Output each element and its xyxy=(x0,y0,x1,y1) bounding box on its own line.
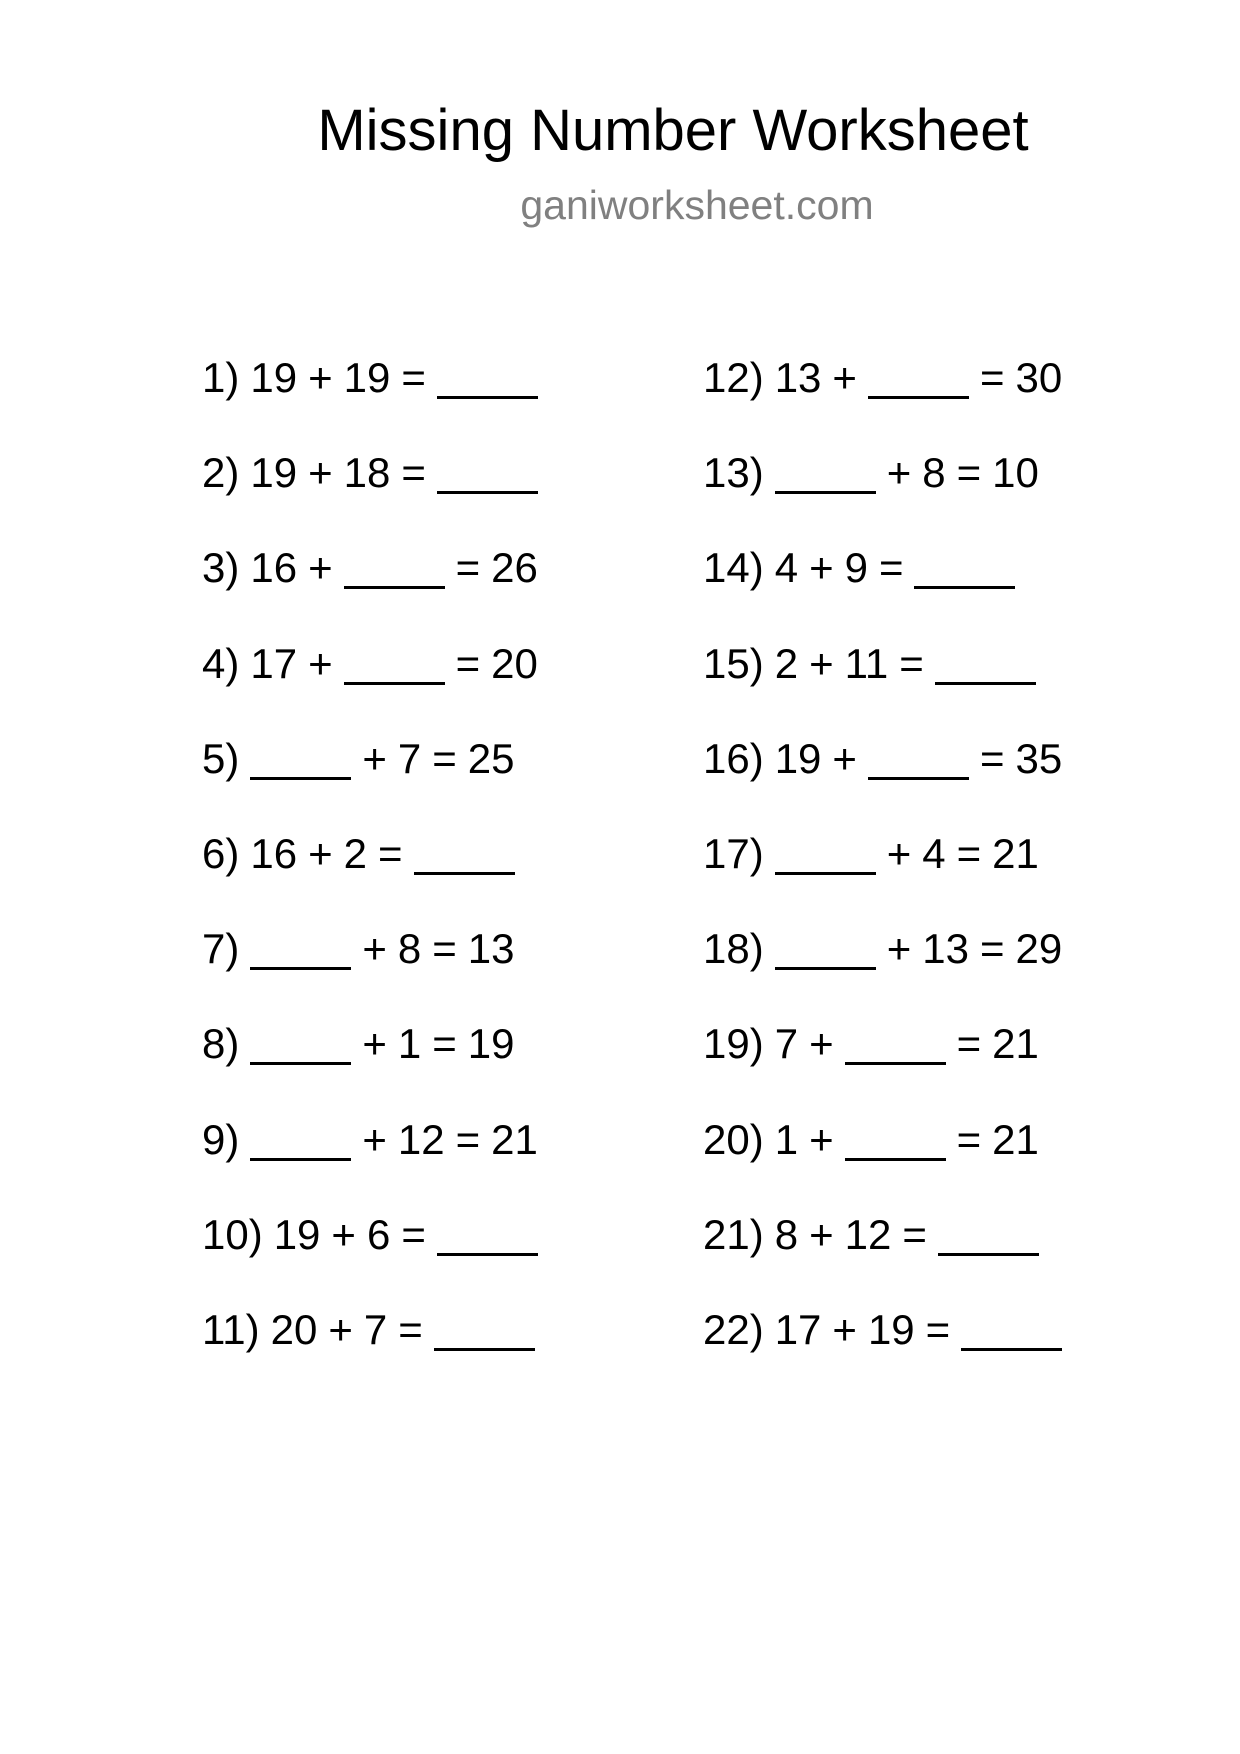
plus-sign: + xyxy=(809,1115,834,1163)
addend-1: 17 xyxy=(774,1305,822,1353)
problem-number: 17) xyxy=(703,829,764,877)
answer-blank[interactable] xyxy=(868,731,969,780)
sum: 30 xyxy=(1015,354,1063,401)
equals-sign: = xyxy=(432,734,457,782)
problem-number: 4) xyxy=(202,639,240,687)
addend-2: 7 xyxy=(397,734,422,782)
plus-sign: + xyxy=(308,354,333,401)
equals-sign: = xyxy=(455,1115,481,1163)
answer-blank[interactable] xyxy=(437,1207,538,1256)
problem-item xyxy=(703,1112,1073,1207)
addend-1: 19 xyxy=(774,734,822,782)
answer-blank[interactable] xyxy=(414,826,515,875)
addend-2: 7 xyxy=(363,1305,388,1353)
plus-sign: + xyxy=(331,1210,356,1258)
problem-item xyxy=(202,1112,549,1207)
plus-sign: + xyxy=(886,829,912,877)
plus-sign: + xyxy=(362,925,387,973)
problem-number: 7) xyxy=(202,925,240,973)
addend-2: 8 xyxy=(922,449,946,497)
sum: 21 xyxy=(992,1115,1039,1163)
problem-number: 15) xyxy=(703,639,764,687)
answer-blank[interactable] xyxy=(938,1207,1039,1256)
sum: 20 xyxy=(491,639,538,687)
addend-1: 1 xyxy=(774,1115,799,1163)
answer-blank[interactable] xyxy=(914,540,1015,589)
answer-blank[interactable] xyxy=(845,1112,946,1161)
answer-blank[interactable] xyxy=(437,445,538,494)
equals-sign: = xyxy=(956,829,982,877)
plus-sign: + xyxy=(809,639,834,687)
answer-blank[interactable] xyxy=(775,826,876,875)
problem-number: 11) xyxy=(202,1305,260,1353)
plus-sign: + xyxy=(809,1020,834,1068)
answer-blank[interactable] xyxy=(250,921,351,970)
problem-item xyxy=(202,731,549,826)
addend-1: 16 xyxy=(250,544,298,592)
problem-item xyxy=(202,540,549,635)
equals-sign: = xyxy=(398,1305,423,1353)
addend-2: 11 xyxy=(844,639,889,687)
answer-blank[interactable] xyxy=(250,1112,351,1161)
addend-1: 19 xyxy=(273,1210,321,1258)
addend-2: 1 xyxy=(397,1020,422,1068)
problem-number: 13) xyxy=(703,449,764,497)
sum: 13 xyxy=(467,925,515,973)
plus-sign: + xyxy=(308,639,333,687)
problem-column-right xyxy=(703,350,1073,1397)
plus-sign: + xyxy=(308,449,333,497)
problem-item xyxy=(202,1207,549,1302)
plus-sign: + xyxy=(832,1305,857,1353)
plus-sign: + xyxy=(362,1020,387,1068)
addend-1: 4 xyxy=(774,544,799,592)
sum: 29 xyxy=(1015,925,1063,973)
addend-2: 18 xyxy=(343,449,391,497)
problem-item xyxy=(703,350,1073,445)
problem-item xyxy=(202,350,549,445)
addend-2: 12 xyxy=(844,1210,892,1258)
plus-sign: + xyxy=(308,544,333,592)
problem-item xyxy=(703,1302,1073,1397)
plus-sign: + xyxy=(362,1115,387,1163)
problem-item xyxy=(703,636,1073,731)
sum: 19 xyxy=(467,1020,515,1068)
answer-blank[interactable] xyxy=(775,445,876,494)
equals-sign: = xyxy=(956,449,982,497)
problem-number: 21) xyxy=(703,1210,764,1258)
plus-sign: + xyxy=(832,354,857,401)
sum: 25 xyxy=(467,734,515,782)
problem-item xyxy=(202,1302,549,1397)
problem-number: 9) xyxy=(202,1115,240,1163)
addend-1: 17 xyxy=(250,639,298,687)
problem-item xyxy=(202,921,549,1016)
answer-blank[interactable] xyxy=(961,1302,1062,1351)
equals-sign: = xyxy=(925,1305,951,1353)
addend-2: 6 xyxy=(366,1210,391,1258)
addend-2: 19 xyxy=(343,354,391,401)
answer-blank[interactable] xyxy=(845,1016,946,1065)
problem-number: 6) xyxy=(202,829,240,877)
equals-sign: = xyxy=(432,925,457,973)
problem-number: 10) xyxy=(202,1210,263,1258)
problem-item xyxy=(703,540,1073,635)
worksheet-title: Missing Number Worksheet xyxy=(317,98,1029,163)
problem-number: 12) xyxy=(703,354,764,401)
problem-number: 20) xyxy=(703,1115,764,1163)
equals-sign: = xyxy=(956,1020,982,1068)
sum: 26 xyxy=(491,544,538,592)
addend-1: 2 xyxy=(774,639,799,687)
problem-number: 16) xyxy=(703,734,764,782)
sum: 10 xyxy=(992,449,1039,497)
sum: 21 xyxy=(992,1020,1039,1068)
answer-blank[interactable] xyxy=(434,1302,535,1351)
problem-number: 18) xyxy=(703,925,764,973)
equals-sign: = xyxy=(902,1210,927,1258)
equals-sign: = xyxy=(878,544,904,592)
equals-sign: = xyxy=(979,925,1005,973)
problem-item xyxy=(202,445,549,540)
equals-sign: = xyxy=(455,544,481,592)
plus-sign: + xyxy=(832,734,857,782)
answer-blank[interactable] xyxy=(868,350,969,399)
addend-2: 12 xyxy=(397,1115,445,1163)
problem-column-left xyxy=(202,350,549,1397)
website-credit: ganiworksheet.com xyxy=(520,182,874,228)
answer-blank[interactable] xyxy=(344,636,445,685)
problem-number: 8) xyxy=(202,1020,240,1068)
addend-2: 9 xyxy=(844,544,868,592)
equals-sign: = xyxy=(979,734,1005,782)
problem-item xyxy=(202,1016,549,1111)
equals-sign: = xyxy=(401,449,426,497)
equals-sign: = xyxy=(899,639,924,687)
equals-sign: = xyxy=(432,1020,457,1068)
addend-1: 16 xyxy=(250,829,298,877)
equals-sign: = xyxy=(401,1210,426,1258)
problem-item xyxy=(703,921,1073,1016)
equals-sign: = xyxy=(377,829,403,877)
problem-item xyxy=(703,1207,1073,1302)
problem-number: 22) xyxy=(703,1305,764,1353)
addend-1: 19 xyxy=(250,449,298,497)
answer-blank[interactable] xyxy=(935,636,1036,685)
answer-blank[interactable] xyxy=(250,731,351,780)
problem-number: 1) xyxy=(202,354,240,401)
sum: 21 xyxy=(491,1115,538,1163)
answer-blank[interactable] xyxy=(250,1016,351,1065)
addend-1: 7 xyxy=(774,1020,799,1068)
problem-number: 5) xyxy=(202,734,240,782)
problem-item xyxy=(703,1016,1073,1111)
problem-number: 19) xyxy=(703,1020,764,1068)
problem-number: 3) xyxy=(202,544,240,592)
plus-sign: + xyxy=(886,925,912,973)
problem-item xyxy=(202,826,549,921)
problem-number: 14) xyxy=(703,544,764,592)
problem-item xyxy=(703,731,1073,826)
plus-sign: + xyxy=(886,449,912,497)
sum: 21 xyxy=(992,829,1039,877)
addend-2: 2 xyxy=(343,829,367,877)
plus-sign: + xyxy=(328,1305,353,1353)
plus-sign: + xyxy=(809,544,834,592)
addend-2: 19 xyxy=(867,1305,915,1353)
plus-sign: + xyxy=(362,734,387,782)
addend-1: 13 xyxy=(774,354,822,401)
equals-sign: = xyxy=(455,639,481,687)
sum: 35 xyxy=(1015,734,1063,782)
problem-item xyxy=(202,636,549,731)
answer-blank[interactable] xyxy=(344,540,445,589)
problem-number: 2) xyxy=(202,449,240,497)
addend-2: 13 xyxy=(922,925,969,973)
addend-2: 8 xyxy=(397,925,422,973)
plus-sign: + xyxy=(308,829,333,877)
equals-sign: = xyxy=(979,354,1005,401)
addend-2: 4 xyxy=(922,829,946,877)
problem-item xyxy=(703,826,1073,921)
addend-1: 8 xyxy=(774,1210,799,1258)
problem-item xyxy=(703,445,1073,540)
addend-1: 20 xyxy=(270,1305,318,1353)
addend-1: 19 xyxy=(250,354,298,401)
answer-blank[interactable] xyxy=(775,921,876,970)
answer-blank[interactable] xyxy=(437,350,538,399)
equals-sign: = xyxy=(401,354,426,401)
plus-sign: + xyxy=(809,1210,834,1258)
equals-sign: = xyxy=(956,1115,982,1163)
